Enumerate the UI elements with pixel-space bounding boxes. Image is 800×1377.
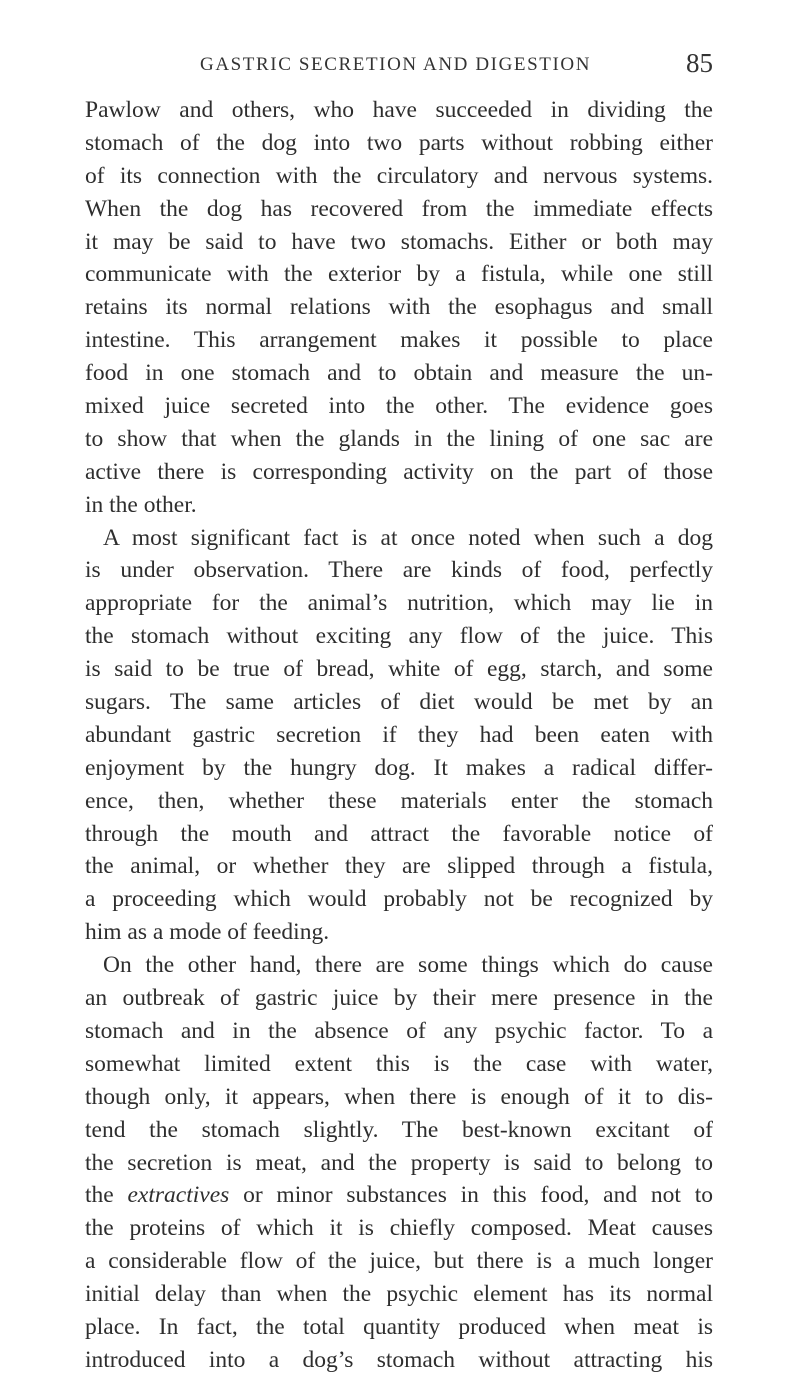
text-line: somewhat limited extent this is the case with water, (85, 1050, 713, 1077)
text-line: the stomach without exciting any flow of the juice. This (85, 623, 713, 650)
text-line: When the dog has recovered from the immediate effects (85, 195, 713, 222)
body-text (85, 94, 713, 1377)
text-line: ence, then, whether these materials enter the stomach (85, 787, 713, 814)
text-line: intestine. This arrangement makes it possible to place (85, 327, 713, 354)
text-line: an outbreak of gastric juice by their mere presence in the (85, 985, 713, 1012)
page-number: 85 (686, 48, 713, 78)
text-line: food in one stomach and to obtain and measure the un- (85, 360, 713, 387)
text-line: initial delay than when the psychic element has its normal (85, 1281, 713, 1308)
text-line: appropriate for the animal’s nutrition, which may lie in (85, 590, 713, 617)
text-line: stomach and in the absence of any psychic factor. To a (85, 1017, 713, 1044)
text-line: the secretion is meat, and the property is said to belong to (85, 1149, 713, 1176)
running-title: GASTRIC SECRETION AND DIGESTION (200, 54, 592, 75)
text-line: it may be said to have two stomachs. Either or both may (85, 228, 713, 255)
text-line: the proteins of which it is chiefly composed. Meat causes (85, 1215, 713, 1242)
text-line: stomach of the dog into two parts without robbing either (85, 129, 713, 156)
text-line: to show that when the glands in the lining of one sac are (85, 425, 713, 452)
text-line: mixed juice secreted into the other. The evidence goes (85, 393, 713, 420)
text-line: abundant gastric secretion if they had been eaten with (85, 721, 713, 748)
text-line: sugars. The same articles of diet would be met by an (85, 689, 713, 716)
text-line: enjoyment by the hungry dog. It makes a radical differ- (85, 754, 713, 781)
text-line: communicate with the exterior by a fistula, while one still (85, 261, 713, 288)
text-line: the animal, or whether they are slipped through a fistula, (85, 853, 713, 880)
text-line: through the mouth and attract the favorable notice of (85, 820, 713, 847)
text-line: On the other hand, there are some things which do cause (103, 952, 713, 979)
text-line: Pawlow and others, who have succeeded in dividing the (85, 97, 713, 123)
paragraph-1 (85, 94, 713, 522)
text-line: of its connection with the circulatory and nervous systems. (85, 162, 713, 189)
text-line: is said to be true of bread, white of egg, starch, and some (85, 656, 713, 683)
text-fragment: the (85, 1182, 128, 1209)
text-line: introduced into a dog’s stomach without attracting his (85, 1346, 713, 1373)
text-line-with-italic (85, 1179, 713, 1212)
text-line: in the other. (85, 491, 197, 518)
text-line: a considerable flow of the juice, but there is a much longer (85, 1248, 713, 1275)
text-line: tend the stomach slightly. The best-known excitant of (85, 1116, 713, 1143)
text-line: retains its normal relations with the esophagus and small (85, 294, 713, 321)
text-line: him as a mode of feeding. (85, 919, 330, 946)
text-line: A most significant fact is at once noted when such a dog (103, 524, 713, 551)
paragraph-3 (85, 949, 713, 1377)
text-line: active there is corresponding activity on the part of those (85, 458, 713, 485)
text-line: is under observation. There are kinds of food, perfectly (85, 557, 713, 584)
paragraph-2 (85, 522, 713, 950)
text-fragment: or minor substances in this food, and not to (229, 1182, 713, 1209)
running-head (85, 50, 713, 80)
text-line: though only, it appears, when there is enough of it to dis- (85, 1083, 713, 1110)
text-line: place. In fact, the total quantity produced when meat is (85, 1313, 713, 1340)
italic-term: extractives (127, 1182, 230, 1209)
text-line: a proceeding which would probably not be recognized by (85, 886, 713, 913)
